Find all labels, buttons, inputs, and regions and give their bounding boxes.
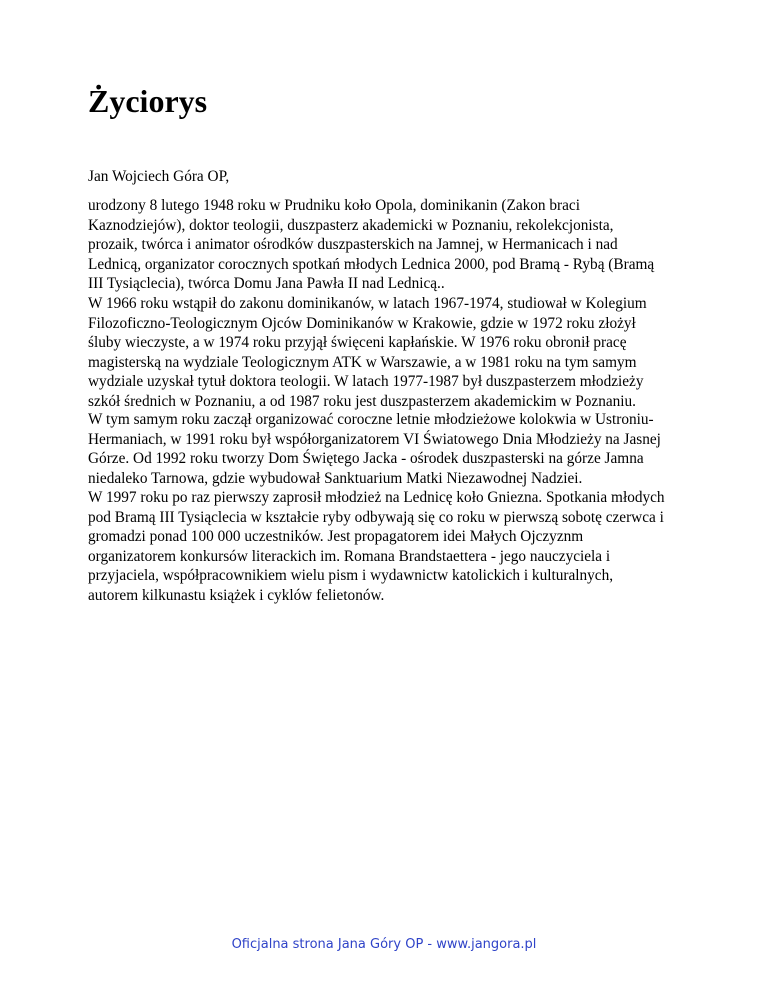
text-line: szkół średnich w Poznaniu, a od 1987 roku jest duszpasterzem akademickim w Poznaniu. <box>88 392 637 410</box>
text-line: W 1966 roku wstąpił do zakonu dominikanów, w latach 1967-1974, studiował w Kolegium <box>88 295 647 312</box>
text-line: prozaik, twórca i animator ośrodków duszpasterskich na Jamnej, w Hermanicach i nad <box>88 236 618 253</box>
text-line: Kaznodziejów), doktor teologii, duszpasterz akademicki w Poznaniu, rekolekcjonista, <box>88 216 614 234</box>
text-line: wydziale uzyskał tytuł doktora teologii. W latach 1977-1987 był duszpasterzem młodzieży <box>88 373 644 390</box>
text-line: III Tysiąclecia), twórca Domu Jana Pawła II nad Lednicą.. <box>88 275 445 292</box>
text-line: śluby wieczyste, a w 1974 roku przyjął święceni kapłańskie. W 1976 roku obronił pracę <box>88 334 627 351</box>
text-line: W 1997 roku po raz pierwszy zaprosił młodzież na Lednicę koło Gniezna. Spotkania młodych <box>88 489 665 506</box>
text-line: Hermaniach, w 1991 roku był współorganizatorem VI Światowego Dnia Młodzieży na Jasnej <box>88 430 661 448</box>
text-line: gromadzi ponad 100 000 uczestników. Jest propagatorem idei Małych Ojczyznm <box>88 528 584 545</box>
text-line: Filozoficzno-Teologicznym Ojców Dominikanów w Krakowie, gdzie w 1972 roku złożył <box>88 314 636 332</box>
page-title: Życiorys <box>88 83 208 119</box>
paragraph-education <box>88 294 688 411</box>
text-line: autorem kilkunastu książek i cyklów felietonów. <box>88 586 385 604</box>
paragraph-activities <box>88 410 688 605</box>
text-line: magisterską na wydziale Teologicznym ATK w Warszawie, a w 1981 roku na tym samym <box>88 353 637 371</box>
text-line: Jan Wojciech Góra OP, <box>88 168 230 185</box>
paragraph-birth-and-roles <box>88 196 688 294</box>
author-name-line <box>88 167 688 187</box>
text-line: Lednicą, organizator corocznych spotkań młodych Lednica 2000, pod Bramą - Rybą (Bramą <box>88 255 655 273</box>
text-line: niedaleko Tarnowa, gdzie wybudował Sanktuarium Matki Niezawodnej Nadziei. <box>88 469 583 487</box>
text-line: organizatorem konkursów literackich im. Romana Brandstaettera - jego nauczyciela i <box>88 547 611 565</box>
text-line: Górze. Od 1992 roku tworzy Dom Świętego Jacka - ośrodek duszpasterski na górze Jamna <box>88 450 644 467</box>
text-line: urodzony 8 lutego 1948 roku w Prudniku koło Opola, dominikanin (Zakon braci <box>88 197 580 214</box>
footer-site-link: Oficjalna strona Jana Góry OP - www.jangora.pl <box>231 937 537 952</box>
text-line: przyjaciela, współpracownikiem wielu pism i wydawnictw katolickich i kulturalnych, <box>88 567 614 584</box>
text-line: W tym samym roku zaczął organizować coroczne letnie młodzieżowe kolokwia w Ustroniu- <box>88 411 654 428</box>
text-line: pod Bramą III Tysiąclecia w kształcie ryby odbywają się co roku w pierwszą sobotę czerwca i <box>88 508 664 526</box>
